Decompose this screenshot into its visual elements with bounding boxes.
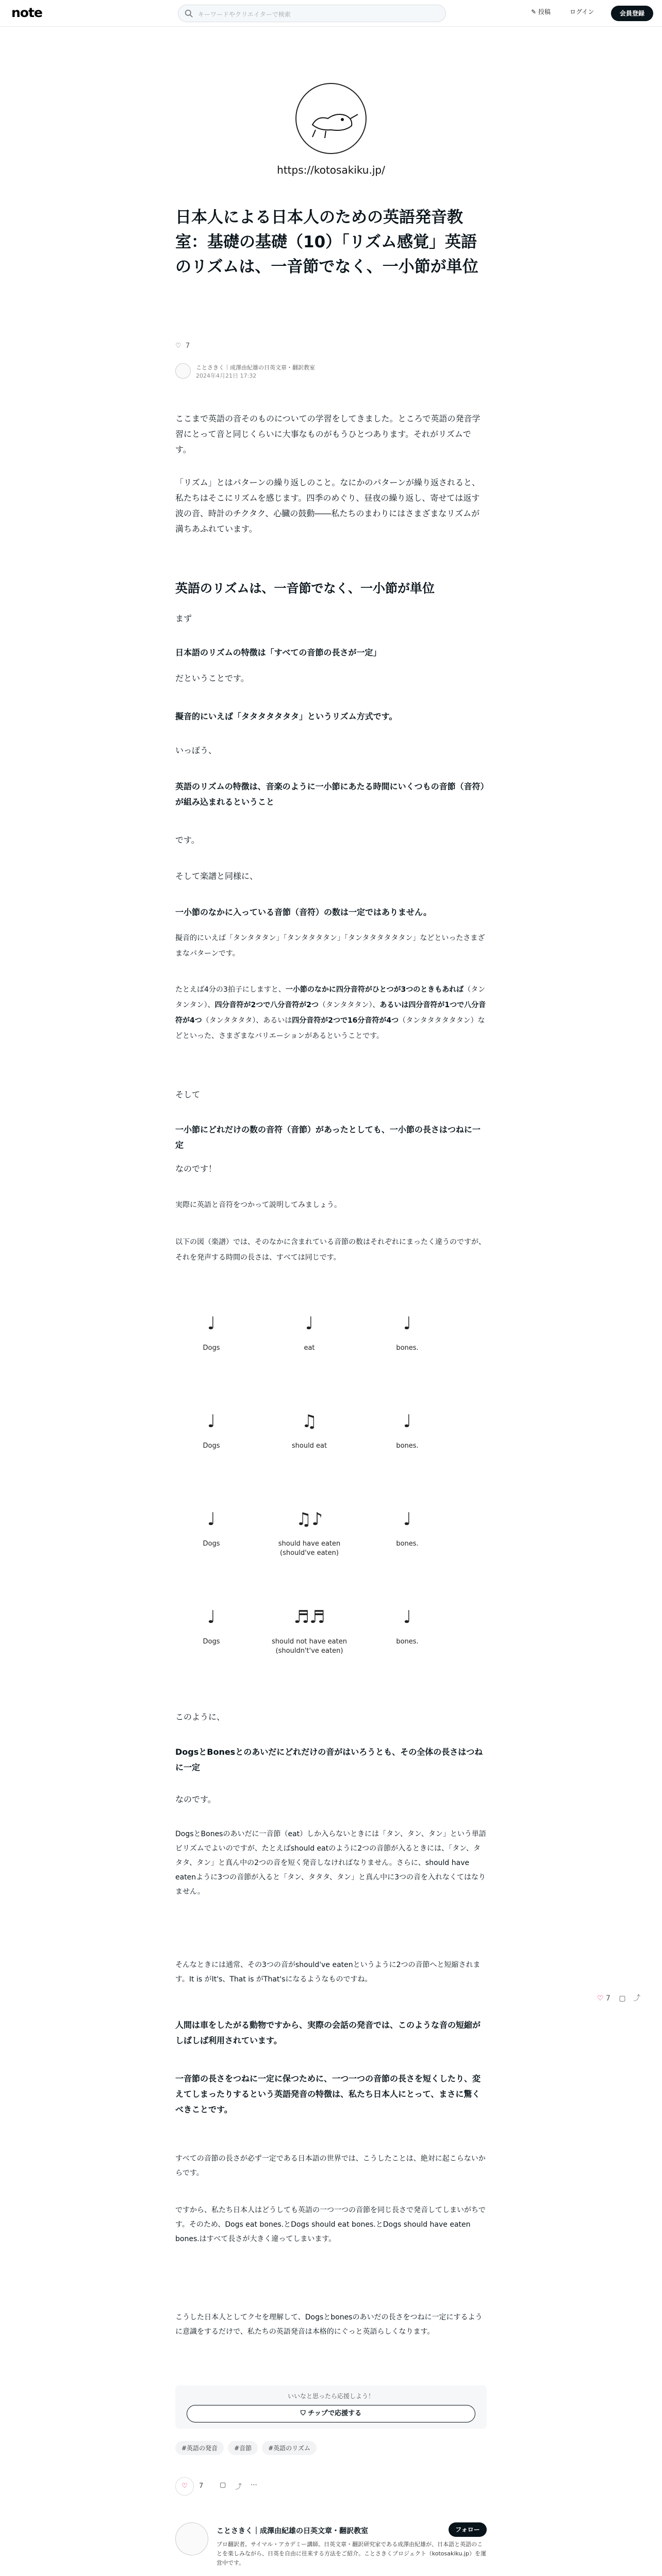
author-avatar[interactable] [175, 363, 191, 379]
follow-button[interactable]: フォロー [449, 2522, 487, 2537]
para-8: 英語のリズムの特徴は、音楽のように一小節にあたる時間にいくつもの音節（音符）が組み込まれるということ [175, 782, 485, 807]
note-label: should have eaten (should've eaten) [278, 1540, 341, 1557]
para-1: ここまで英語の音そのものについての学習をしてきました。ところで英語の発音学習にとって音と同じくらいに大事なものがもうひとつあります。それがリズムです。 [175, 414, 481, 454]
para-21: なのです。 [175, 1794, 216, 1804]
music-note-icon: ♩ [207, 1607, 216, 1628]
para-16: なのです！ [175, 1164, 217, 1174]
more-icon[interactable]: ⋯ [251, 2481, 257, 2489]
music-note-icon: ♩ [305, 1313, 314, 1334]
music-note-icon: ♫ [301, 1411, 318, 1432]
music-note-icon: ♩ [403, 1607, 412, 1628]
rhythm-note [170, 1510, 253, 1549]
hero-url: https://kotosakiku.jp/ [277, 164, 385, 176]
para-27: ですから、私たち日本人はどうしても英語の一つ一つの音節を同じ長さで発音してしまいがちです。そのため、Dogs eat bones.とDogs should eat bones.とDogs should have eaten bones.はすべて長さが大きく違ってしまいます。 [175, 2206, 486, 2243]
profile-name[interactable]: ことさきく｜成澤由紀雄の日英文章・翻訳教室 [217, 2527, 368, 2535]
music-note-icon: ♩ [403, 1313, 412, 1334]
support-prompt: いいなと思ったら応援しよう！ [287, 2393, 374, 2400]
like-button[interactable]: ♡ [175, 2477, 194, 2496]
note-label: Dogs [203, 1638, 220, 1646]
profile-avatar[interactable] [175, 2522, 208, 2555]
rhythm-note [170, 1412, 253, 1451]
floating-actions: ♡ 7 ▢ ⤴ [597, 1994, 641, 2003]
music-note-icon: ♩ [207, 1411, 216, 1432]
pen-icon: ✎ [531, 8, 538, 15]
music-note-icon: ♫♪ [295, 1509, 323, 1530]
profile-bio: プロ翻訳者。サイマル・アカデミー講師。日英文章・翻訳研究家である成澤由紀雄が、日本語と英語のことを楽しみながら、日英を自由に往来する方法をご紹介。ことさきくプロジェクト（kotosakiku.jp）を運営中です。 [217, 2541, 486, 2566]
hashtag[interactable]: #英語のリズム [262, 2441, 317, 2455]
like-count: 7 [199, 2482, 204, 2490]
para-13: たとえば4分の3拍子にしますと、一小節のなかに四分音符がひとつが3つのときもあれば（タンタンタン）、四分音符が2つで八分音符が2つ（タンタタタン）、あるいは四分音符が1つで八分音符が4つ（タンタタタタ）、あるいは四分音符が2つで16分音符が4つ（タンタタタタタタン）などといった、さまざまなバリエーションがあるということです。 [175, 986, 486, 1040]
tip-icon: ⛉ [300, 2410, 308, 2417]
para-5: だということです。 [175, 673, 249, 683]
search-icon [185, 9, 193, 18]
para-7: いっぽう、 [175, 745, 217, 755]
hashtag[interactable]: #音節 [228, 2441, 258, 2455]
para-17: 実際に英語と音符をつかって説明してみましょう。 [175, 1201, 341, 1209]
reaction-row [175, 2477, 487, 2498]
like-row: ♡ 7 [175, 342, 190, 350]
para-3: まず [175, 614, 192, 623]
tip-button[interactable]: ⛉ チップで応援する [187, 2405, 475, 2422]
author-name[interactable]: ことさきく｜成澤由紀雄の日英文章・翻訳教室 [196, 364, 315, 371]
rhythm-note [268, 1412, 351, 1451]
para-23: そんなときには通常、その3つの音がshould've eatenというように2つの音節へと短縮されます。It is がIt's、That is がThat'sになるようなものですね。 [175, 1961, 481, 1984]
search-placeholder: キーワードやクリエイターで検索 [198, 11, 291, 18]
profile-card [175, 2522, 487, 2576]
mascot-logo-icon [295, 82, 367, 155]
para-12: 擬音的にいえば「タンタタタン」「タンタタタタン」「タンタタタタタタン」などといったさまざまなパターンです。 [175, 934, 485, 958]
para-11: 一小節のなかに入っている音節（音符）の数は一定ではありません。 [175, 907, 432, 917]
para-6: 擬音的にいえば「タタタタタタタ」というリズム方式です。 [175, 711, 398, 721]
section-heading: 英語のリズムは、一音節でなく、一小節が単位 [175, 581, 435, 596]
rhythm-note [268, 1607, 351, 1656]
heart-icon[interactable]: ♡ [175, 342, 181, 350]
note-label: eat [304, 1344, 315, 1352]
para-9: です。 [175, 835, 200, 845]
para-10: そして楽譜と同様に、 [175, 871, 258, 881]
music-note-icon: ♬♬ [293, 1607, 325, 1628]
para-4: 日本語のリズムの特徴は「すべての音節の長さが一定」 [175, 648, 382, 657]
site-header [0, 0, 662, 27]
note-label: Dogs [203, 1344, 220, 1352]
rhythm-note [170, 1314, 253, 1353]
rhythm-note [268, 1314, 351, 1353]
note-label: bones. [396, 1344, 419, 1352]
rhythm-note [268, 1510, 351, 1558]
para-24: 人間は車をしたがる動物ですから、実際の会話の発音では、このような音の短縮がしばしば利用されています。 [175, 2020, 481, 2045]
note-label: should not have eaten (shouldn't've eaten) [272, 1638, 347, 1655]
para-20: DogsとBonesとのあいだにどれだけの音がはいろうとも、その全体の長さはつねに一定 [175, 1747, 483, 1772]
share-icon[interactable]: ⤴ [633, 1994, 641, 2003]
para-25: 一音節の長さをつねに一定に保つために、一つ一つの音節の長さを短くしたり、変えてしまったりするという英語発音の特徴は、私たち日本人にとって、まさに驚くべきことです。 [175, 2074, 481, 2114]
rhythm-note [366, 1607, 449, 1647]
heart-icon[interactable]: ♡ [597, 1994, 604, 2003]
note-logo[interactable]: note [11, 5, 42, 20]
share-icon[interactable]: ⤴ [235, 2483, 242, 2491]
note-label: bones. [396, 1442, 419, 1450]
search-box[interactable] [178, 5, 446, 22]
para-28: こうした日本人としてクセを理解して、Dogsとbonesのあいだの長さをつねに一定にするように意識をするだけで、私たちの英語発音は本格的にぐっと英語らしくなります。 [175, 2313, 483, 2336]
comment-icon[interactable]: ▢ [619, 1994, 626, 2003]
tag-list [175, 2441, 487, 2455]
note-label: bones. [396, 1540, 419, 1548]
rhythm-note [366, 1314, 449, 1353]
hero-image [175, 27, 487, 197]
rhythm-note [366, 1510, 449, 1549]
para-22: DogsとBonesのあいだに一音節（eat）しか入らないときには「タン、タン、タン」という単語ビリズムでよいのですが、たとえばshould eatのように2つの音節が入るときには、「タン、タタタ、タン」と真ん中の2つの音を短く発音しなければなりません。さらに、should have eatenように3つの音節が入ると「タン、タタタ、タン」と真ん中に3つの音を入れなくてはなりません。 [175, 1830, 486, 1896]
comment-icon[interactable]: ▢ [220, 2481, 226, 2489]
login-link[interactable]: ログイン [570, 8, 594, 15]
music-note-icon: ♩ [403, 1411, 412, 1432]
rhythm-note [366, 1412, 449, 1451]
post-date: 2024年4月21日 17:32 [196, 372, 257, 379]
para-2: 「リズム」とはパターンの繰り返しのこと。なにかのパターンが繰り返されると、私たちはそこにリズムを感じます。四季のめぐり、昼夜の繰り返し、寄せては返す波の音、時計のチクタク、心臓の鼓動――私たちのまわりにはさまざまなリズムが満ちあふれています。 [175, 478, 481, 534]
post-button[interactable]: ✎ 投稿 [531, 8, 551, 15]
music-note-icon: ♩ [207, 1509, 216, 1530]
support-box [175, 2385, 487, 2429]
register-button[interactable]: 会員登録 [611, 6, 653, 21]
note-label: bones. [396, 1638, 419, 1646]
para-14: そして [175, 1090, 201, 1099]
para-15: 一小節にどれだけの数の音符（音節）があったとしても、一小節の長さはつねに一定 [175, 1125, 481, 1150]
hashtag[interactable]: #英語の発音 [175, 2441, 224, 2455]
para-18: 以下の図（楽譜）では、そのなかに含まれている音節の数はそれぞれにまったく違うのですが、それを発声する時間の長さは、すべては同じです。 [175, 1238, 486, 1262]
rhythm-figure [175, 1303, 487, 1695]
music-note-icon: ♩ [207, 1313, 216, 1334]
note-label: Dogs [203, 1442, 220, 1450]
note-label: Dogs [203, 1540, 220, 1548]
para-26: すべての音節の長さが必ず一定である日本語の世界では、こうしたことは、絶対に起こらないからです。 [175, 2155, 486, 2177]
rhythm-note [170, 1607, 253, 1647]
music-note-icon: ♩ [403, 1509, 412, 1530]
para-19: このように、 [175, 1712, 225, 1722]
article-title: 日本人による日本人のための英語発音教室：基礎の基礎（10）「リズム感覚」英語のリズムは、一音節でなく、一小節が単位 [175, 208, 478, 276]
note-label: should eat [291, 1442, 327, 1450]
